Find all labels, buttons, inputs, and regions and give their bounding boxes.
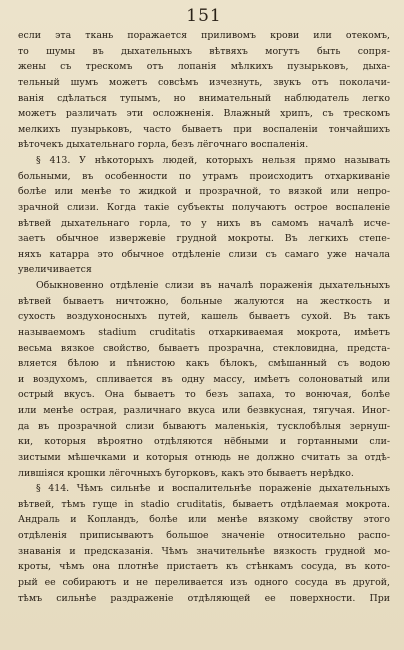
text-line: ки, которыя вѣроятно отдѣляются нёбными и гортанными сли- <box>18 436 390 448</box>
text-line: вѣтвей бываетъ ничтожно, больные жалуются на жесткость и <box>18 295 390 307</box>
text-line: вѣтвей, тѣмъ гуще in stadio cruditatis, бываетъ отдѣлаемая мокрота. <box>18 498 390 510</box>
text-line: ванія сдѣлаться тупымъ, но внимательный наблюдатель легко <box>18 92 390 104</box>
text-line: острый вкусъ. Она бываетъ то безъ запаха, то вонючая, болѣе <box>18 389 390 401</box>
text-line: зрачной слизи. Когда такіе субъекты получаютъ острое воспаленіе <box>18 201 390 213</box>
text-line: Обыкновенно отдѣленіе слизи въ началѣ пораженія дыхательныхъ <box>36 280 390 291</box>
text-line: вѣточекъ дыхательнаго горла, безъ лёгочнаго воспаленія. <box>18 139 309 151</box>
text-line: мелкихъ пузырьковъ, часто бываетъ при воспаленіи тончайшихъ <box>18 123 390 135</box>
text-line: вѣтвей дыхательнаго горла, то у нихъ въ самомъ началѣ исче- <box>18 217 390 229</box>
text-line: § 413. У нѣкоторыхъ людей, которыхъ нельзя прямо называть <box>36 155 390 166</box>
text-line: кроты, чѣмъ она плотнѣе пристаетъ къ стѣнкамъ сосуда, въ кото- <box>18 561 390 573</box>
text-line: няхъ катарра это обычное отдѣленіе слизи съ самаго уже начала <box>18 248 390 260</box>
text-line: вляется бѣлою и пѣнистою какъ бѣлокъ, смѣшанный съ водою <box>18 358 390 370</box>
text-line: тельный шумъ можетъ совсѣмъ изчезнуть, звукъ отъ поколачи- <box>18 76 390 88</box>
text-line: рый ее собираютъ и не переливается изъ одного сосуда въ другой, <box>18 576 390 588</box>
text-line: лившіяся крошки лёгочныхъ бугорковъ, какъ это бываетъ нерѣдко. <box>18 467 354 479</box>
text-line: называемомъ stadium cruditatis отхаркиваемая мокрота, имѣетъ <box>18 326 390 338</box>
text-line: и воздухомъ, спливается въ одну массу, имѣетъ солоноватый или <box>18 373 390 385</box>
text-line: весьма вязкое свойство, бываетъ прозрачна, стекловидна, предста- <box>18 342 390 354</box>
text-line: заетъ обычное извержевіе грудной мокроты. Въ легкихъ степе- <box>18 233 390 245</box>
text-line: Андраль и Копландъ, болѣе или менѣе вязкому свойству этого <box>18 514 390 526</box>
text-line: тѣмъ сильнѣе раздраженіе отдѣляющей ее поверхности. При <box>18 592 390 604</box>
text-line: увеличивается <box>18 264 92 276</box>
text-line: можетъ различать эти осложненія. Влажный хрипъ, съ трескомъ <box>18 108 390 120</box>
text-line: зистыми мѣшечками и которыя отнюдь не должно считать за отдѣ- <box>18 451 390 463</box>
page-number: 151 <box>186 6 222 26</box>
body-text <box>18 28 390 606</box>
text-line: знаванія и предсказанія. Чѣмъ значительнѣе вязкость грудной мо- <box>18 545 390 557</box>
text-line: больными, въ особенности по утрамъ происходитъ отхаркиваніе <box>18 170 390 182</box>
text-line: жены съ трескомъ отъ лопанія мѣлкихъ пузырьковъ, дыха- <box>18 61 390 73</box>
text-line: § 414. Чѣмъ сильнѣе и воспалительнѣе пораженіе дыхательныхъ <box>36 483 390 495</box>
text-line: или менѣе острая, различнаго вкуса или безвкусная, тягучая. Иног- <box>18 405 390 416</box>
text-line: отдѣленія приписываютъ большое значеніе относительно распо- <box>18 530 390 541</box>
text-line: то шумы въ дыхательныхъ вѣтвяхъ могутъ быть сопря- <box>18 45 390 57</box>
text-line: да въ прозрачной слизи бываютъ маленькія, тусклобѣлыя зернуш- <box>18 420 390 432</box>
text-line: болѣе или менѣе то жидкой и прозрачной, то вязкой или непро- <box>18 186 390 198</box>
text-line: сухость воздухоносныхъ путей, кашель бываетъ сухой. Въ такъ <box>18 311 390 323</box>
text-line: если эта ткань поражается приливомъ крови или отекомъ, <box>18 30 390 41</box>
